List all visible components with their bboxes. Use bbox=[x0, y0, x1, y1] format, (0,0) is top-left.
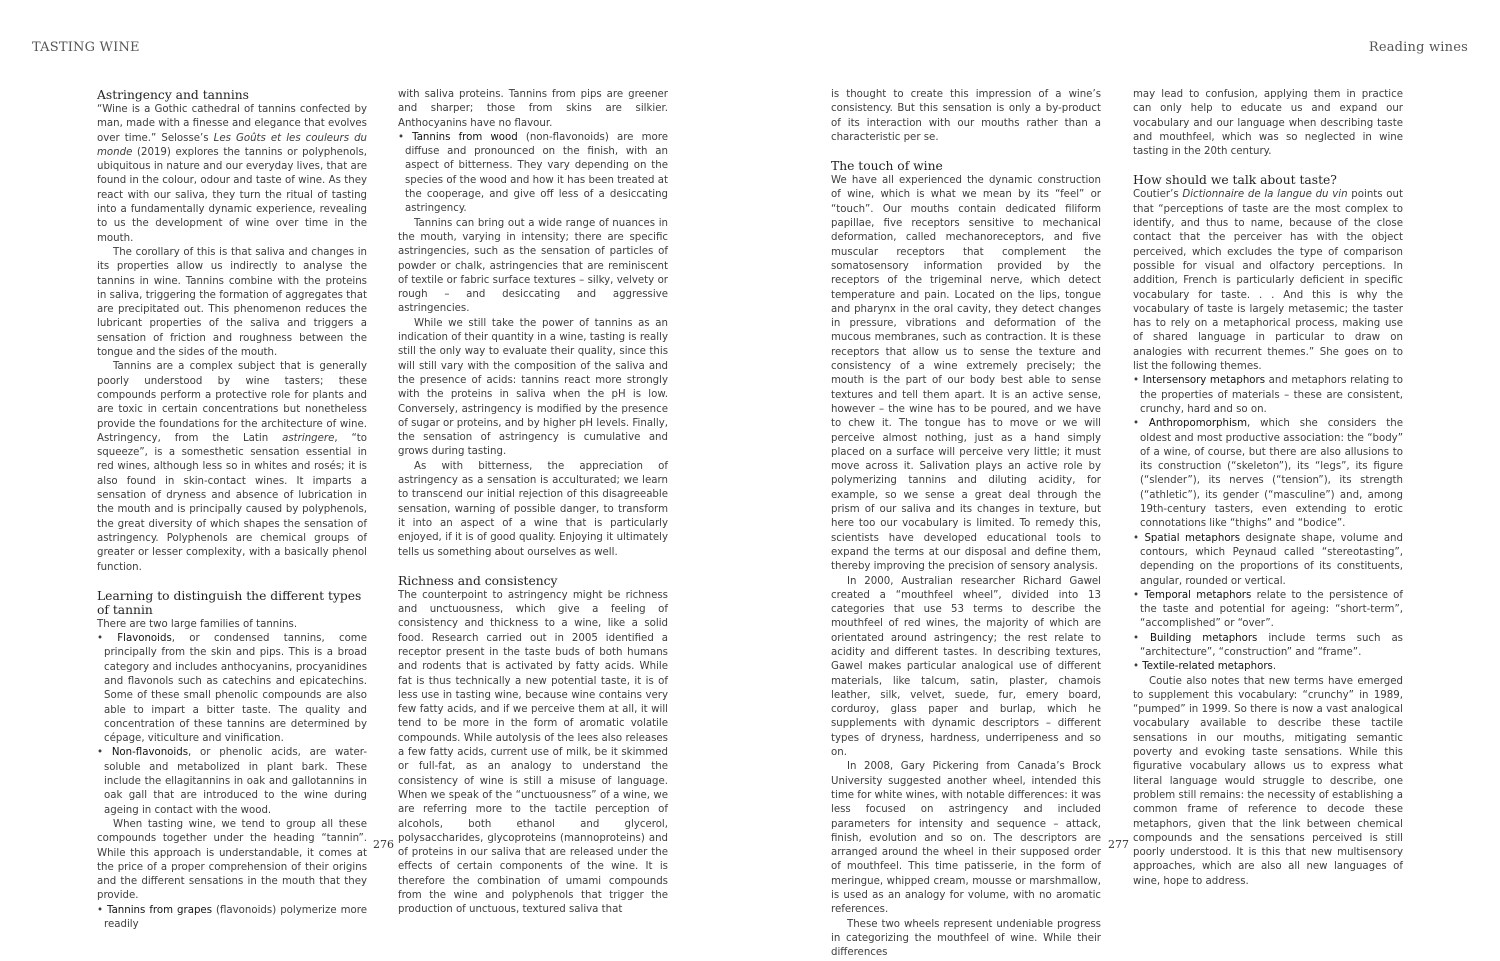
paragraph: When tasting wine, we tend to group all these compounds together under the heading “tannin”. While this approach is understandable, it comes at the price of a proper comprehension of their origins and the different sensations in the mouth that they provide. bbox=[97, 818, 367, 902]
section-heading: How should we talk about taste? bbox=[1133, 173, 1337, 188]
paragraph: Tannins are a complex subject that is generally poorly understood by wine tasters; these compounds perform a protective role for plants and are toxic in certain concentrations but nonetheless provide the foundations for the architecture of wine. Astringency, from the Latin astringere, “to squeeze”, is a somesthetic sensation essential in red wines, although less so in whites and rosés; it is also found in skin-contact wines. It imparts a sensation of dryness and absence of lubrication in the mouth and is principally caused by polyphenols, the great diversity of which shapes the sensation of astringency. Polyphenols are chemical groups of greater or lesser complexity, with a basically phenol function. bbox=[97, 361, 368, 573]
paragraph: “Wine is a Gothic cathedral of tannins confected by man, made with a finesse and elegance that evolves over time.” Selosse’s Les Goûts et les couleurs du monde (2019) explores the tannins or polyphenols, ubiquitous in nature and our everyday lives, that are found in the colour, odour and taste of wine. As they react with our saliva, they turn the ritual of tasting into a fundamentally dynamic experience, revealing to us the development of wine over time in the mouth. bbox=[97, 104, 367, 244]
paragraph: These two wheels represent undeniable progress in categorizing the mouthfeel of wine. While their differences bbox=[831, 918, 1101, 959]
paragraph: Coutier’s Dictionnaire de la langue du vin points out that “perceptions of taste are the most complex to identify, and thus to name, because of the close contact that the perceiver has with the object perceived, which excludes the type of comparison possible for visual and olfactory perceptions. In addition, French is particularly deficient in specific vocabulary for taste. . . And this is why the vocabulary of taste is largely metasemic; the taster has to rely on a metaphorical process, making use of shared language in particular to draw on analogies with recurrent themes.” She goes on to list the following themes. bbox=[1133, 189, 1403, 373]
bullet-item: • Building metaphors include terms such as “architecture”, “construction” and “frame”. bbox=[1133, 632, 1403, 658]
bullet-item: • Spatial metaphors designate shape, volume and contours, which Peynaud called “stereotasting”, depending on the proportions of its constituents, angular, rounded or vertical. bbox=[1133, 532, 1403, 587]
page-left-column-1 bbox=[97, 88, 368, 931]
section-heading: Learning to distinguish the different types of tannin bbox=[97, 588, 362, 617]
paragraph: The counterpoint to astringency might be richness and unctuousness, which give a feeling of consistency and thickness to a wine, like a solid food. Research carried out in 2005 identified a receptor present in the taste buds of both humans and rodents that is activated by fatty acids. While fat is thus technically a new potential taste, it is of less use in tasting wine, because wine contains very few fatty acids, and if we perceive them at all, it will tend to be more in the form of aromatic volatile compounds. While autolysis of the lees also releases a few fatty acids, current use of milk, be it skimmed or full-fat, as an analogy to understand the consistency of wine is still a misuse of language. When we speak of the “unctuousness” of a wine, we are referring more to the tactile perception of alcohols, both ethanol and glycerol, polysaccharides, glycoproteins (mannoproteins) and of proteins in our saliva that are released under the effects of certain components of the wine. It is therefore the combination of umami compounds from the wine and polyphenols that trigger the production of unctuous, textured saliva that bbox=[398, 589, 668, 916]
paragraph: with saliva proteins. Tannins from pips are greener and sharper; those from skins are silkier. Anthocyanins have no flavour. bbox=[398, 89, 668, 129]
paragraph: is thought to create this impression of a wine’s consistency. But this sensation is only a by-product of its interaction with our mouths rather than a characteristic per se. bbox=[831, 89, 1101, 143]
page-number-left: 276 bbox=[373, 838, 394, 851]
section-heading: The touch of wine bbox=[831, 159, 943, 174]
bullet-item: • Textile-related metaphors. bbox=[1133, 661, 1277, 673]
paragraph: While we still take the power of tannins as an indication of their quantity in a wine, tasting is really still the only way to evaluate their quality, since this will still vary with the composition of the saliva and the presence of acids: tannins react more strongly with the proteins in saliva when the pH is low. Conversely, astringency is modified by the presence of sugar or proteins, and by higher pH levels. Finally, the sensation of astringency is cumulative and grows during tasting. bbox=[398, 317, 668, 458]
paragraph: We have all experienced the dynamic construction of wine, which is what we mean by its “feel” or “touch”. Our mouths contain dedicated filiform papillae, five receptors sensitive to mechanical deformation, called mechanoreceptors, and five muscular receptors that complement the somatosensory information provided by the receptors of the trigeminal nerve, which detect temperature and pain. Located on the lips, tongue and pharynx in the oral cavity, they detect changes in pressure, vibrations and deformation of the mucous membranes, such as contraction. It is these receptors that allow us to sense the texture and consistency of a wine extremely precisely; the mouth is the part of our body best able to sense textures and tell them apart. It is an active sense, however – the wine has to be poured, and we have to chew it. The tongue has to move or we will perceive almost nothing, just as a hand simply placed on a surface will perceive very little; it must move across it. Salivation plays an active role by polymerizing tannins and diluting acidity, for example, so we sense a great deal through the prism of our saliva and its changes in texture, but here too our vocabulary is limited. To remedy this, scientists have developed educational tools to expand the terms at our disposal and define them, thereby improving the precision of sensory analysis. bbox=[831, 175, 1101, 573]
bullet-item: • Temporal metaphors relate to the persistence of the taste and potential for ageing: “short-term”, “accomplished” or “over”. bbox=[1133, 589, 1404, 630]
section-heading: Richness and consistency bbox=[398, 573, 558, 588]
bullet-item: • Intersensory metaphors and metaphors relating to the properties of materials – these are consistent, crunchy, hard and so on. bbox=[1133, 375, 1404, 415]
running-head-left: TASTING WINE bbox=[32, 40, 140, 55]
paragraph: may lead to confusion, applying them in practice can only help to educate us and expand our vocabulary and our language when describing taste and mouthfeel, which was so neglected in wine tasting in the 20th century. bbox=[1133, 89, 1403, 158]
bullet-item: • Flavonoids, or condensed tannins, come principally from the skin and pips. This is a broad category and includes anthocyanins, procyanidines and flavonols such as catechins and epicatechins. Some of these small phenolic compounds are also able to impart a bitter taste. The quality and concentration of these tannins are determined by cépage, viticulture and vinification. bbox=[97, 633, 368, 745]
paragraph: Coutie also notes that new terms have emerged to supplement this vocabulary: “crunchy” in 1989, “pumped” in 1999. So there is now a vast analogical vocabulary available to describe these tactile sensations in our mouths, mitigating semantic poverty and evoking taste sensations. While this figurative vocabulary allows us to express what literal language would struggle to describe, one problem still remains: the necessity of establishing a common frame of reference to decode these metaphors, given that the link between chemical compounds and the sensations perceived is still poorly understood. It is this that new multisensory approaches, which are also all new languages of wine, hope to address. bbox=[1133, 675, 1403, 887]
running-head-right: Reading wines bbox=[1368, 40, 1468, 55]
page-right-column-1 bbox=[831, 88, 1101, 959]
paragraph: In 2008, Gary Pickering from Canada’s Brock University suggested another wheel, intended this time for white wines, with notable differences: it was less focused on astringency and included parameters for intensity and sequence – attack, finish, evolution and so on. The descriptors are arranged around the wheel in their supposed order of mouthfeel. This time patisserie, in the form of meringue, whipped cream, mousse or marshmallow, is used as an analogy for volume, with no aromatic references. bbox=[831, 761, 1101, 916]
paragraph: As with bitterness, the appreciation of astringency as a sensation is acculturated; we learn to transcend our initial rejection of this disagreeable sensation, warning of possible danger, to transform it into an aspect of a wine that is particularly enjoyed, if it is of good quality. Enjoying it ultimately tells us something about ourselves as well. bbox=[398, 460, 668, 558]
bullet-item: • Anthropomorphism, which she considers the oldest and most productive association: the “body” of a wine, of course, but there are also allusions to its construction (“skeleton”), its “legs”, its figure (“slender”), its nerves (“tension”), its strength (“athletic”), its gender (“masculine”) and, among 19th-century tasters, even extending to erotic connotations like “thighs” and “bodice”. bbox=[1133, 418, 1403, 530]
bullet-item: • Tannins from wood (non-flavonoids) are more diffuse and pronounced on the finish, with an aspect of bitterness. They vary depending on the species of the wood and how it has been treated at the cooperage, and give off less of a desiccating astringency. bbox=[398, 131, 668, 215]
page-right-column-2 bbox=[1133, 88, 1404, 887]
section-heading: Astringency and tannins bbox=[97, 88, 249, 102]
bullet-item: • Tannins from grapes (flavonoids) polymerize more readily bbox=[97, 904, 367, 931]
paragraph: In 2000, Australian researcher Richard Gawel created a “mouthfeel wheel”, divided into 13 categories that use 53 terms to describe the mouthfeel of red wines, the majority of which are orientated around astringency; the rest relate to acidity and different tastes. In describing textures, Gawel makes particular analogical use of different materials, like talcum, satin, plaster, chamois leather, silk, velvet, suede, fur, emery board, corduroy, glass paper and burlap, which he supplements with dynamic descriptors – different types of dryness, hardness, underripeness and so on. bbox=[831, 575, 1101, 759]
paragraph: Tannins can bring out a wide range of nuances in the mouth, varying in intensity; there are specific astringencies, such as the sensation of particles of powder or chalk, astringencies that are reminiscent of textile or fabric surface textures – silky, velvety or rough – and desiccating and aggressive astringencies. bbox=[398, 217, 668, 315]
paragraph: There are two large families of tannins. bbox=[97, 618, 298, 630]
page-number-right: 277 bbox=[1108, 838, 1129, 851]
page-left-column-2 bbox=[398, 88, 668, 916]
paragraph: The corollary of this is that saliva and changes in its properties allow us indirectly to analyse the tannins in wine. Tannins combine with the proteins in saliva, triggering the formation of aggregates that are precipitated out. This phenomenon reduces the lubricant properties of the saliva and triggers a sensation of friction and roughness between the tongue and the sides of the mouth. bbox=[97, 246, 367, 359]
bullet-item: • Non-flavonoids, or phenolic acids, are water-soluble and metabolized in plant bark. These include the ellagitannins in oak and gallotannins in oak gall that are introduced to the wine during ageing in contact with the wood. bbox=[97, 747, 367, 816]
